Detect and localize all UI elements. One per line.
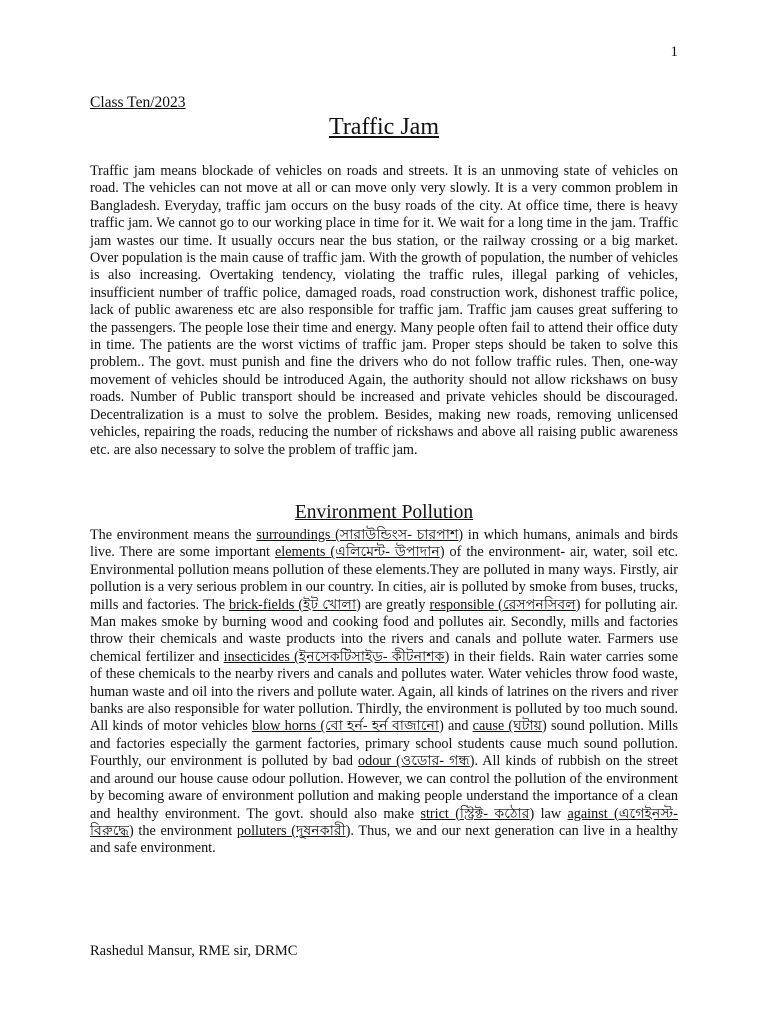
footer-author: Rashedul Mansur, RME sir, DRMC — [90, 943, 298, 959]
text-segment: ) law — [529, 805, 568, 822]
text-segment: ) in which humans, animals and birds live. There are some important — [90, 527, 679, 561]
environment-pollution-paragraph — [90, 527, 678, 858]
vocab-odour: odour (ওডোর- গন্ধ — [358, 753, 470, 770]
text-segment: ) in their fields. Rain water carries some of these chemicals to the nearby rivers and canals and pollutes water. Water vehicles throw food waste, human waste and oil into the rivers and pollute water. Again, all kinds of latrines on the rivers and river banks are also responsible for water pollution. Thirdly, the environment is polluted by too much sound. All kinds of motor vehicles — [90, 648, 678, 735]
text-segment: ). All kinds of rubbish on the street and around our house cause odour pollution. However, we can control the pollution of the environment by becoming aware of environment pollution and making people understand the importance of a clean and healthy environment. The govt. should also make — [90, 753, 678, 822]
section-title-environment-pollution: Environment Pollution — [294, 502, 474, 523]
vocab-responsible: responsible (রেসপনসিবল — [429, 596, 576, 613]
text-segment: The environment means the — [90, 527, 257, 543]
vocab-blow-horns: blow horns (বো হর্ন- হর্ন বাজানো — [252, 718, 440, 735]
vocab-polluters: polluters (দূষনকারী — [236, 822, 346, 839]
traffic-jam-paragraph: Traffic jam means blockade of vehicles on roads and streets. It is an unmoving state of vehicles on road. The vehicles can not move at all or can move only very slowly. It is a very common problem in Bangladesh. Everyday, traffic jam occurs on the busy roads of the city. At office time, there is heavy traffic jam. We cannot go to our working place in time for it. We wait for a long time in the jam. Traffic jam wastes our time. It usually occurs near the bus station, or the railway crossing or a big market. Over population is the main cause of traffic jam. With the growth of population, the number of vehicles is also increasing. Overtaking tendency, violating the traffic rules, illegal parking of vehicles, insufficient number of traffic police, damaged roads, road construction work, dishonest traffic police, lack of public awareness etc are also responsible for traffic jam. Traffic jam causes great suffering to the passengers. The people lose their time and energy. Many people often fail to attend their office duty in time. The patients are the worst victims of traffic jam. Proper steps should be taken to solve this problem.. The govt. must punish and fine the drivers who do not follow traffic rules. Then, one-way movement of vehicles should be introduced Again, the authority should not allow rickshaws on busy roads. Number of Public transport should be increased and private vehicles should be discouraged. Decentralization is a must to solve the problem. Besides, making new roads, removing unlicensed vehicles, repairing the roads, reducing the number of rickshaws and above all raising public awareness etc. are also necessary to solve the problem of traffic jam. — [90, 163, 678, 458]
vocab-strict: strict (স্ট্রিক্ট- কঠোর — [420, 805, 530, 822]
page-title: Traffic Jam — [329, 114, 439, 140]
text-segment: ) are greatly — [356, 596, 430, 613]
vocab-brick-fields: brick-fields (ইট খোলা — [229, 596, 357, 613]
vocab-elements: elements (এলিমেন্ট- উপাদান — [274, 544, 440, 561]
class-label: Class Ten/2023 — [90, 94, 186, 111]
vocab-surroundings: surroundings (সারাউন্ডিংস- চারপাশ — [256, 527, 459, 543]
text-segment: ) the environment — [128, 822, 237, 839]
vocab-insecticides: insecticides (ইনসেকটিসাইড- কীটনাশক — [223, 648, 445, 665]
text-segment: ) of the environment- air, water, soil etc. Environmental pollution means pollution of these elements.They are polluted in many ways. Firstly, air pollution is a very serious problem in our country. In cities, air is polluted by smoke from buses, trucks, mills and factories. The — [90, 544, 679, 613]
text-segment: ) sound pollution. Mills and factories especially the garment factories, primary school students cause much sound pollution. Fourthly, our environment is polluted by bad — [90, 718, 678, 770]
page-number: 1 — [670, 44, 678, 60]
vocab-against: against (এগেইনস্ট- বিরুদ্ধে — [90, 805, 678, 839]
text-segment: ) and — [439, 718, 473, 735]
text-segment: ) for polluting air. Man makes smoke by burning wood and cooking food and pollutes air. Secondly, mills and factories throw their chemicals and waste products into the rivers and canals and pollute water. Farmers use chemical fertilizer and — [90, 596, 678, 665]
text-segment: ). Thus, we and our next generation can live in a healthy and safe environment. — [90, 822, 678, 857]
vocab-cause: cause (ঘটায় — [472, 718, 543, 735]
